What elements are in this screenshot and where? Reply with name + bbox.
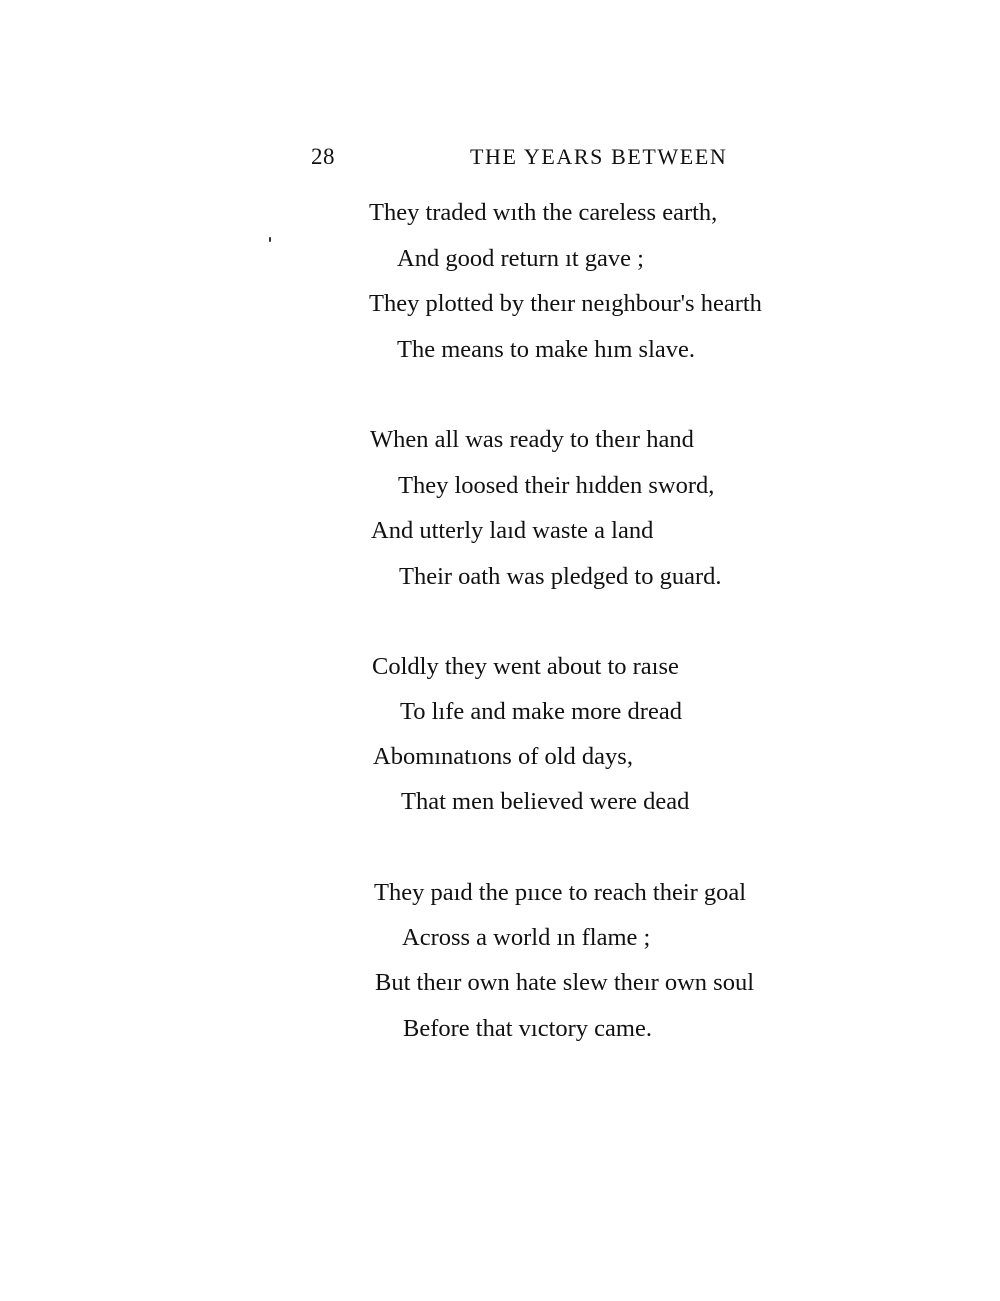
poem-line: Before that vıctory came. [403,1015,652,1042]
poem-line: Abomınatıons of old days, [373,743,633,770]
poem-line: And utterly laıd waste a land [371,517,654,544]
poem-line: And good return ıt gave ; [397,245,644,272]
running-head [0,144,1000,174]
page-number: 28 [311,144,335,169]
poem-line: When all was ready to theır hand [370,426,694,453]
poem-line: That men believed were dead [401,788,690,815]
poem-line: Their oath was pledged to guard. [399,563,722,590]
poem-line: But theır own hate slew theır own soul [375,969,755,996]
poem-line: They loosed their hıdden sword, [398,472,715,499]
poem-line: They plotted by theır neıghbour's hearth [369,290,762,317]
stray-ink-mark [269,237,271,242]
poem-line: Coldly they went about to raıse [372,653,679,680]
poem-line: To lıfe and make more dread [400,698,682,725]
poem-line: They paıd the pııce to reach their goal [374,879,747,906]
running-title: THE YEARS BETWEEN [470,144,728,169]
poem-line: Across a world ın flame ; [402,924,651,951]
poem-line: They traded wıth the careless earth, [369,199,718,226]
poem-line: The means to make hım slave. [397,336,695,363]
